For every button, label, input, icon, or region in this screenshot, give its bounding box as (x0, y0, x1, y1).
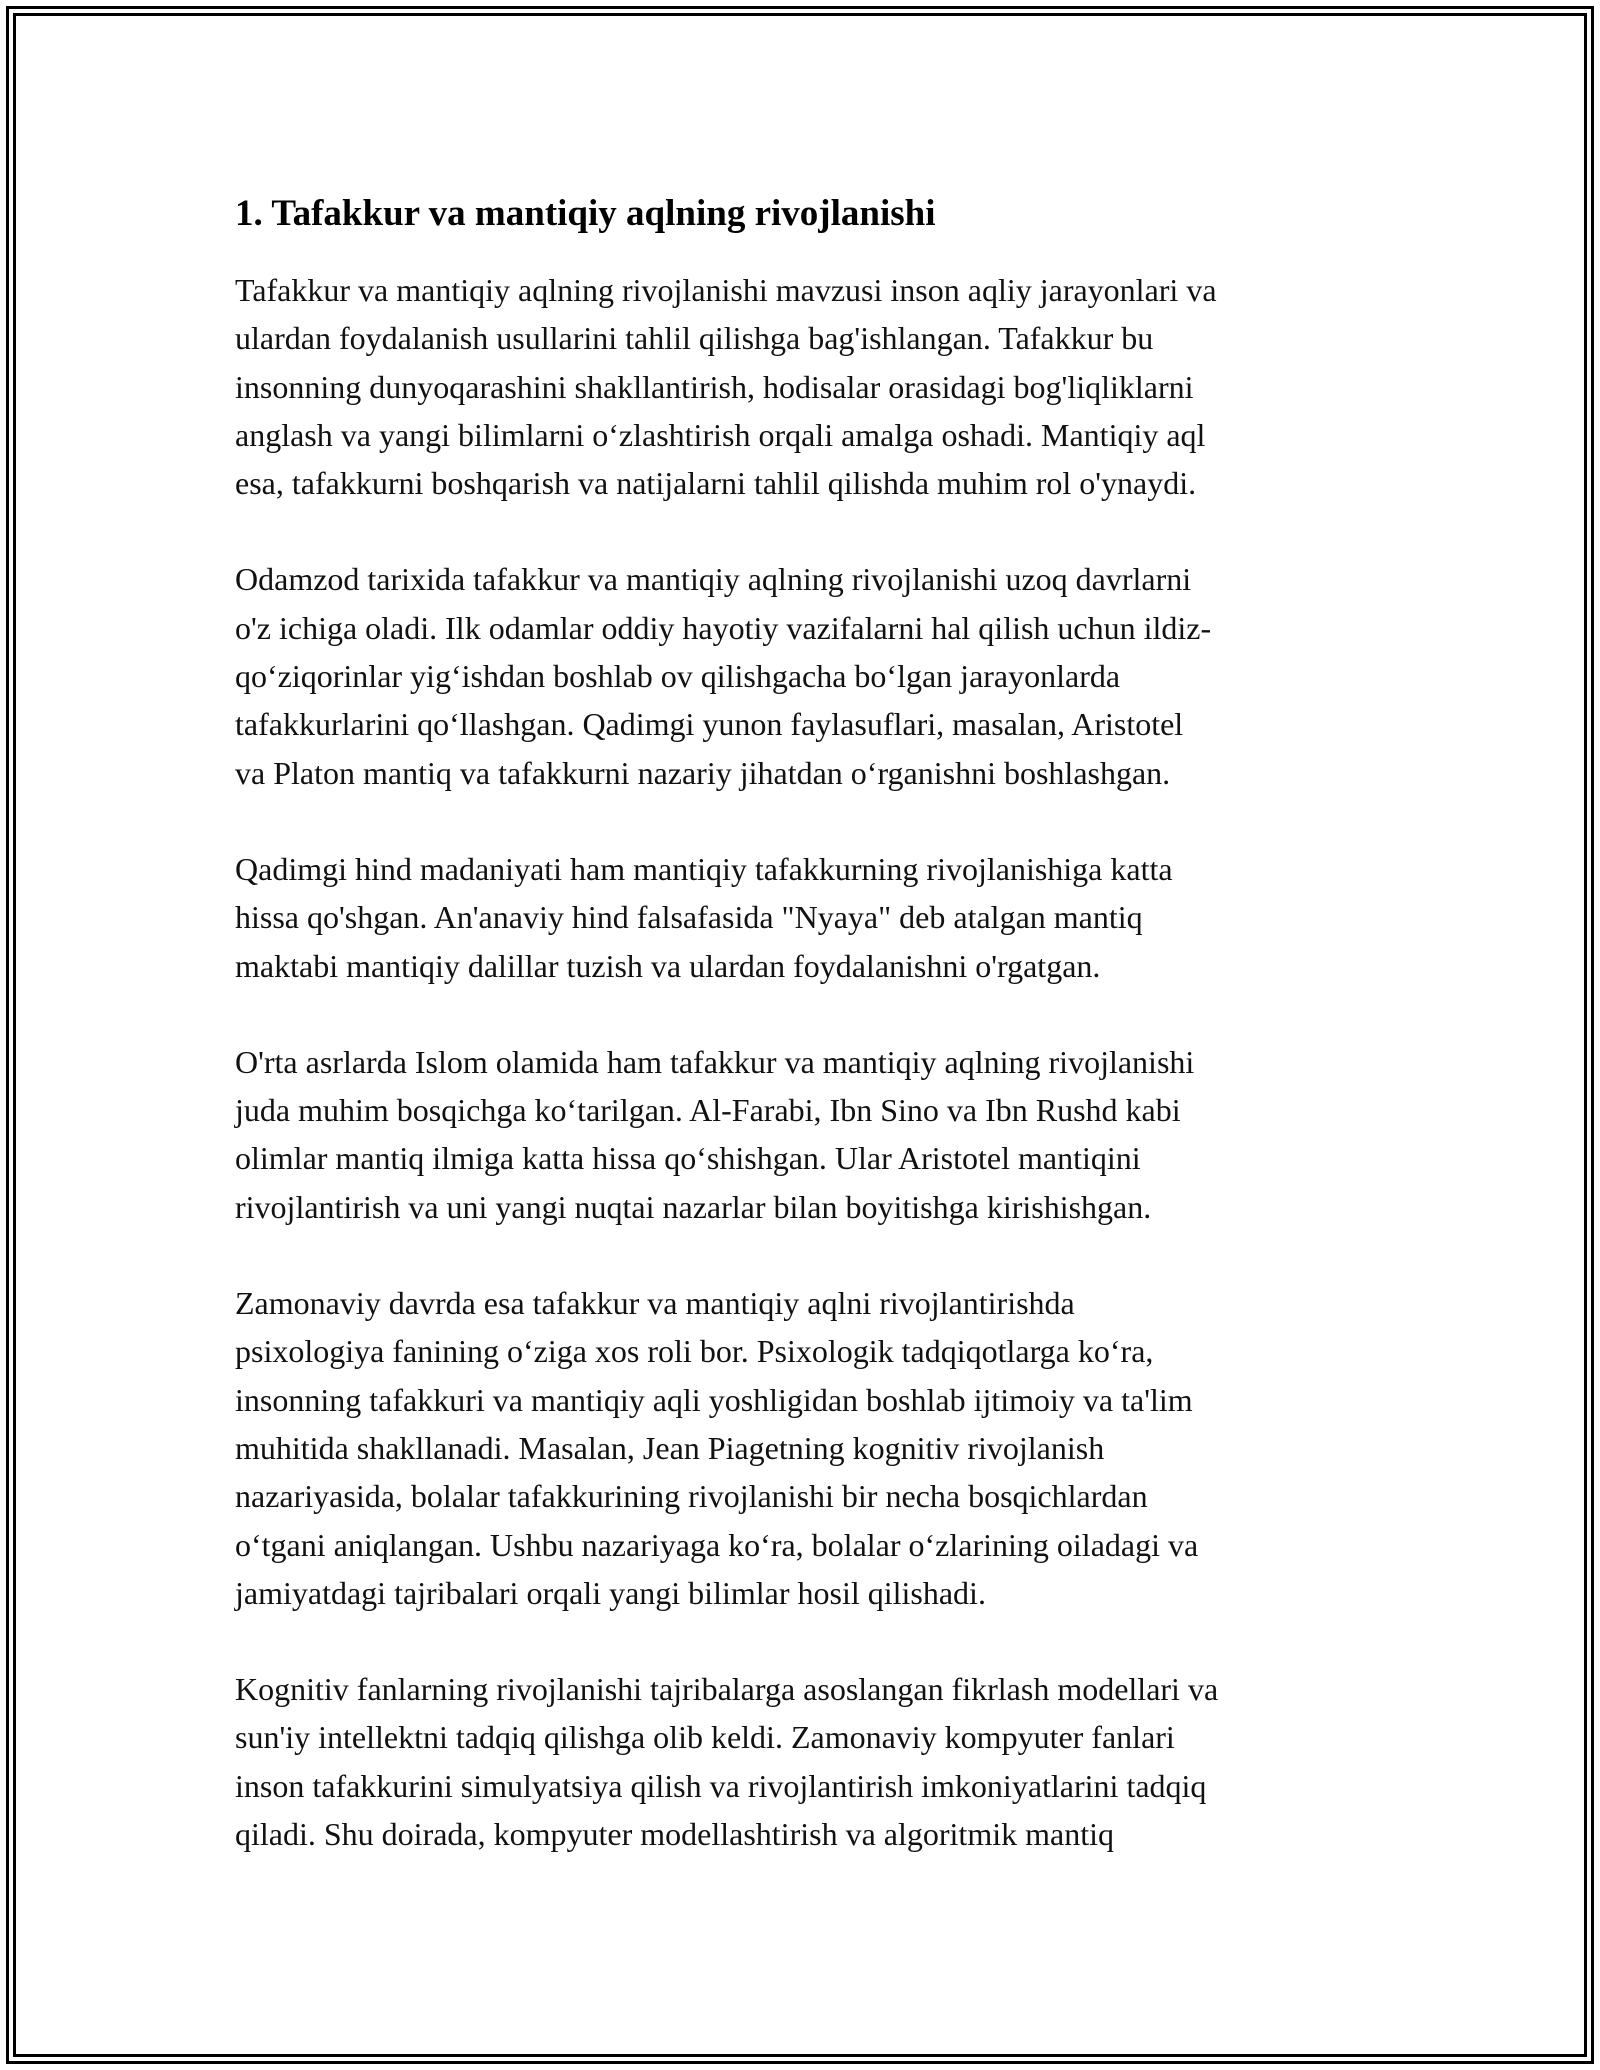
paragraph-4: O'rta asrlarda Islom olamida ham tafakkur va mantiqiy aqlning rivojlanishi juda muhim bosqichga koʻtarilgan. Al-Farabi, Ibn Sino va Ibn Rushd kabi olimlar mantiq ilmiga katta hissa qoʻshishgan. Ular Aristotel mantiqini rivojlantirish va uni yangi nuqtai nazarlar bilan boyitishga kirishishgan. (235, 1043, 1195, 1225)
paragraph-6: Kognitiv fanlarning rivojlanishi tajribalarga asoslangan fikrlash modellari va sun'iy intellektni tadqiq qilishga olib keldi. Zamonaviy kompyuter fanlari inson tafakkurini simulyatsiya qilish va rivojlantirish imkoniyatlarini tadqiq qiladi. Shu doirada, kompyuter modellashtirish va algoritmik mantiq (235, 1671, 1219, 1853)
paragraph-2: Odamzod tarixida tafakkur va mantiqiy aqlning rivojlanishi uzoq davrlarni o'z ichiga oladi. Ilk odamlar oddiy hayotiy vazifalarni hal qilish uchun ildiz- qoʻziqorinlar yigʻishdan boshlab ov qilishgacha boʻlgan jarayonlarda tafakkurlarini qoʻllashgan. Qadimgi yunon faylasuflari, masalan, Aristotel va Platon mantiq va tafakkurni nazariy jihatdan oʻrganishni boshlashgan. (235, 561, 1212, 791)
paragraph-5: Zamonaviy davrda esa tafakkur va mantiqiy aqlni rivojlantirishda psixologiya fanining oʻziga xos roli bor. Psixologik tadqiqotlarga koʻra, insonning tafakkuri va mantiqiy aqli yoshligidan boshlab ijtimoiy va ta'lim muhitida shakllanadi. Masalan, Jean Piagetning kognitiv rivojlanish nazariyasida, bolalar tafakkurining rivojlanishi bir necha bosqichlardan oʻtgani aniqlangan. Ushbu nazariyaga koʻra, bolalar oʻzlarining oiladagi va jamiyatdagi tajribalari orqali yangi bilimlar hosil qilishadi. (235, 1285, 1199, 1611)
paragraph-3: Qadimgi hind madaniyati ham mantiqiy tafakkurning rivojlanishiga katta hissa qo'shgan. An'anaviy hind falsafasida "Nyaya" deb atalgan mantiq maktabi mantiqiy dalillar tuzish va ulardan foydalanishni o'rgatgan. (235, 850, 1173, 984)
document-body (235, 188, 1375, 1906)
paragraph-1: Tafakkur va mantiqiy aqlning rivojlanishi mavzusi inson aqliy jarayonlari va ulardan foydalanish usullarini tahlil qilishga bag'ishlangan. Tafakkur bu insonning dunyoqarashini shakllantirish, hodisalar orasidagi bog'liqliklarni anglash va yangi bilimlarni oʻzlashtirish orqali amalga oshadi. Mantiqiy aql esa, tafakkurni boshqarish va natijalarni tahlil qilishda muhim rol o'ynaydi. (235, 272, 1217, 502)
section-heading: 1. Tafakkur va mantiqiy aqlning rivojlanishi (235, 193, 936, 234)
